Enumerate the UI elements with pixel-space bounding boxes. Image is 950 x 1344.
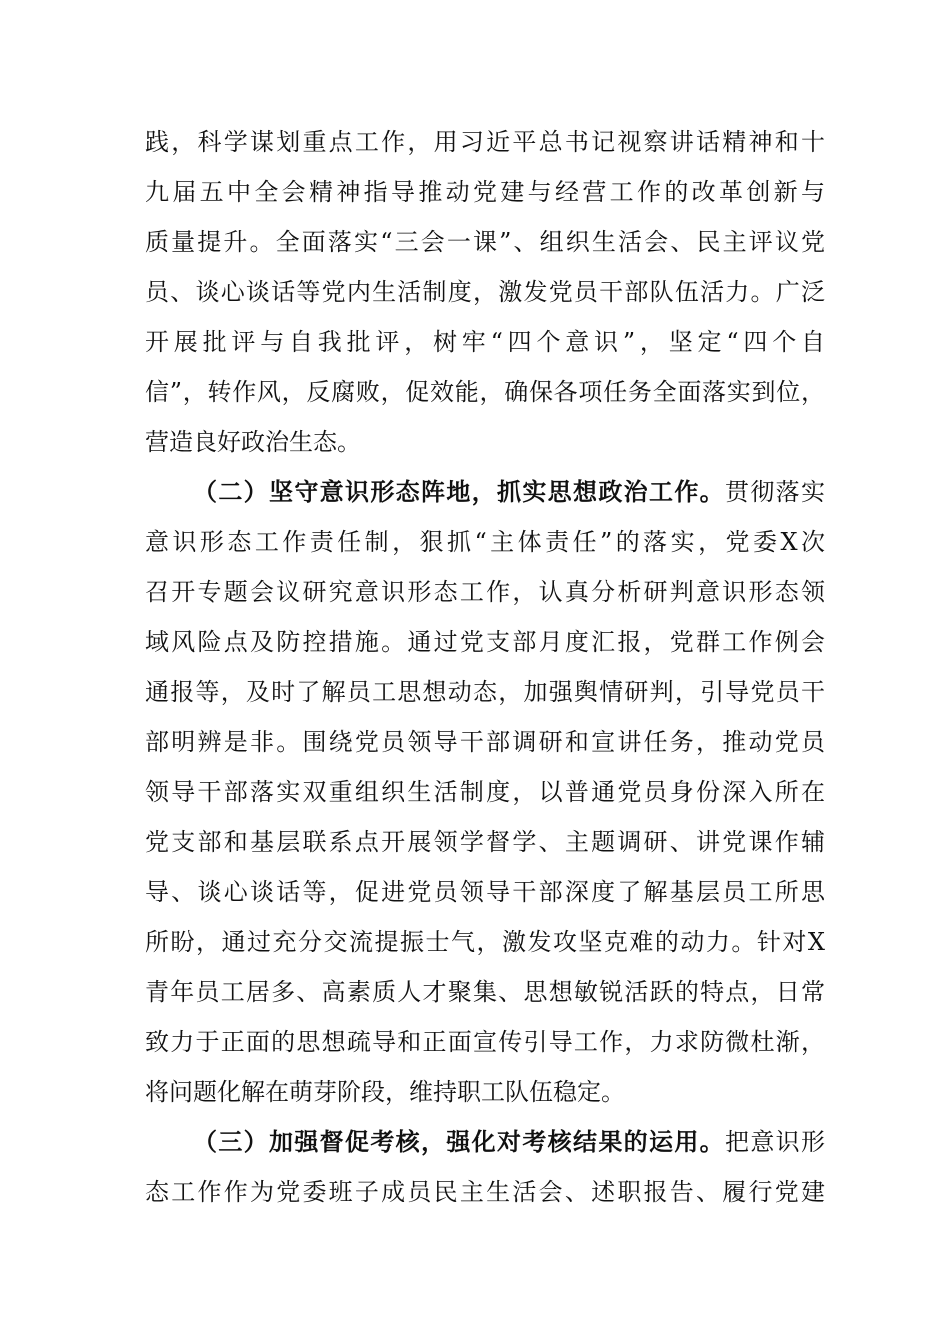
section-text: 把意识形 xyxy=(725,1128,825,1156)
section-two-first-line xyxy=(193,472,825,512)
body-line: 开展批评与自我批评，树牢“四个意识”，坚定“四个自 xyxy=(145,328,825,356)
body-line: 态工作作为党委班子成员民主生活会、述职报告、履行党建 xyxy=(145,1178,825,1206)
body-line: 信”，转作风，反腐败，促效能，确保各项任务全面落实到位， xyxy=(145,378,825,406)
body-line: 九届五中全会精神指导推动党建与经营工作的改革创新与 xyxy=(145,178,825,206)
section-heading: （二）坚守意识形态阵地，抓实思想政治工作。 xyxy=(193,477,725,506)
body-line: 域风险点及防控措施。通过党支部月度汇报，党群工作例会 xyxy=(145,628,825,656)
body-line: 领导干部落实双重组织生活制度，以普通党员身份深入所在 xyxy=(145,778,825,806)
body-line: 员、谈心谈话等党内生活制度，激发党员干部队伍活力。广泛 xyxy=(145,278,825,306)
paragraph-last-line: 将问题化解在萌芽阶段，维持职工队伍稳定。 xyxy=(145,1078,625,1106)
body-line: 部明辨是非。围绕党员领导干部调研和宣讲任务，推动党员 xyxy=(145,728,825,756)
section-heading: （三）加强督促考核，强化对考核结果的运用。 xyxy=(193,1127,725,1156)
body-line: 导、谈心谈话等，促进党员领导干部深度了解基层员工所思 xyxy=(145,878,825,906)
body-line: 青年员工居多、高素质人才聚集、思想敏锐活跃的特点，日常 xyxy=(145,978,825,1006)
section-three-first-line xyxy=(193,1122,825,1162)
body-line: 质量提升。全面落实“三会一课”、组织生活会、民主评议党 xyxy=(145,228,825,256)
body-line: 所盼，通过充分交流提振士气，激发攻坚克难的动力。针对X xyxy=(145,928,825,956)
body-line: 践，科学谋划重点工作，用习近平总书记视察讲话精神和十 xyxy=(145,128,825,156)
body-line: 通报等，及时了解员工思想动态，加强舆情研判，引导党员干 xyxy=(145,678,825,706)
paragraph-last-line: 营造良好政治生态。 xyxy=(145,428,361,456)
body-line: 意识形态工作责任制，狠抓“主体责任”的落实，党委X次 xyxy=(145,528,825,556)
section-text: 贯彻落实 xyxy=(725,478,825,506)
body-line: 党支部和基层联系点开展领学督学、主题调研、讲党课作辅 xyxy=(145,828,825,856)
body-line: 致力于正面的思想疏导和正面宣传引导工作，力求防微杜渐， xyxy=(145,1028,825,1056)
body-line: 召开专题会议研究意识形态工作，认真分析研判意识形态领 xyxy=(145,578,825,606)
